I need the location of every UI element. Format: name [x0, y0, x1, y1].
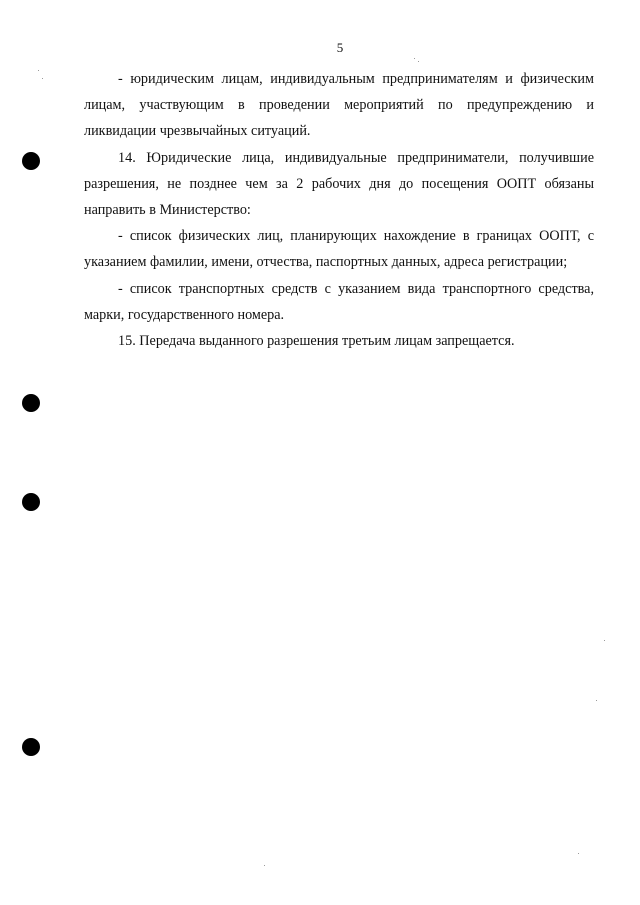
paragraph-item-15: 15. Передача выданного разрешения третьим лицам запрещается.	[118, 333, 515, 350]
scan-speck	[418, 61, 419, 62]
scan-speck	[38, 70, 39, 71]
scan-speck	[596, 700, 597, 701]
scan-speck	[578, 853, 579, 854]
punch-hole	[22, 152, 40, 170]
scan-speck	[414, 58, 415, 59]
scan-speck	[264, 865, 265, 866]
paragraph-vehicles-list: - список транспортных средств с указанием вида транспортного средства, марки, государственного номера.	[84, 280, 594, 323]
page-number: 5	[336, 40, 344, 55]
paragraph-item-14: 14. Юридические лица, индивидуальные предприниматели, получившие разрешения, не позднее чем за 2 рабочих дня до посещения ООПТ обязаны направить в Министерство:	[84, 149, 594, 219]
scan-speck	[42, 78, 43, 79]
paragraph-legal-entities: - юридическим лицам, индивидуальным предпринимателям и физическим лицам, участвующим в проведении мероприятий по предупреждению и ликвидации чрезвычайных ситуаций.	[84, 71, 594, 140]
punch-hole	[22, 738, 40, 756]
paragraph-persons-list: - список физических лиц, планирующих нахождение в границах ООПТ, с указанием фамилии, имени, отчества, паспортных данных, адреса регистрации;	[84, 228, 594, 271]
scan-speck	[604, 640, 605, 641]
punch-hole	[22, 493, 40, 511]
document-body	[84, 66, 594, 354]
punch-hole	[22, 394, 40, 412]
